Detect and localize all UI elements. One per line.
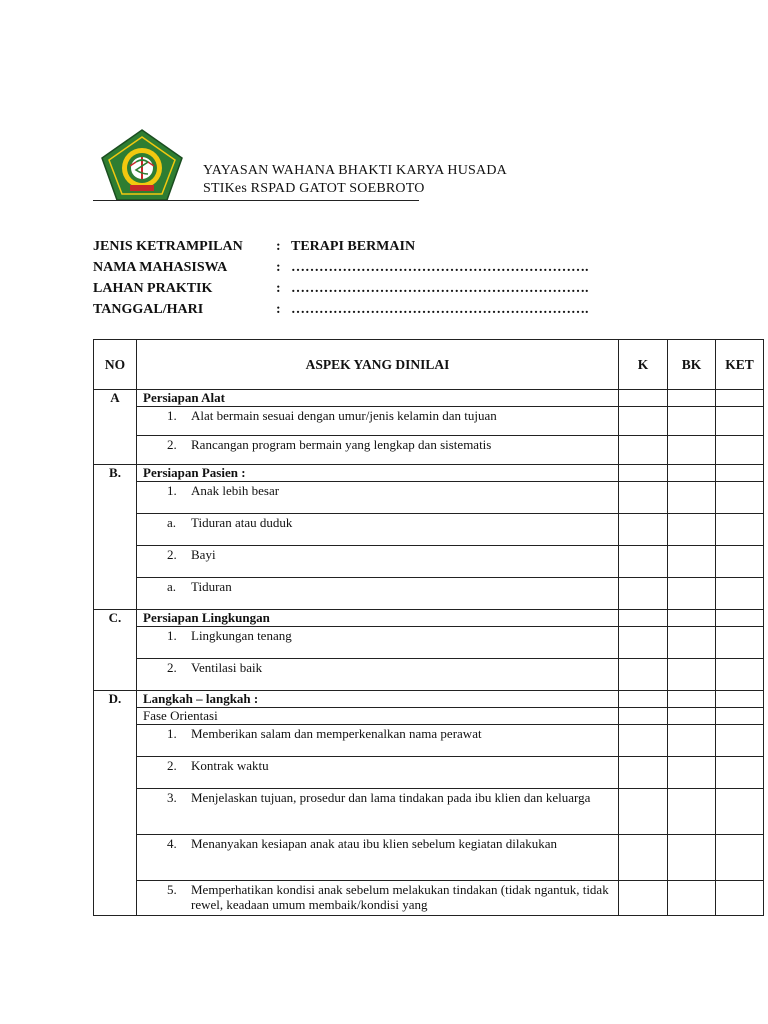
item-cell [137, 407, 619, 436]
item-row [94, 789, 764, 835]
ket-cell[interactable] [716, 881, 764, 916]
section-number: C. [94, 610, 137, 691]
item-text: Alat bermain sesuai dengan umur/jenis kelamin dan tujuan [191, 408, 497, 423]
k-cell[interactable] [619, 546, 668, 578]
section-number: B. [94, 465, 137, 610]
bk-cell[interactable] [668, 482, 716, 514]
item-text: Ventilasi baik [191, 660, 263, 675]
info-colon: : [276, 280, 281, 296]
info-value-blank: ………………………………………………………. [291, 259, 589, 275]
item-cell [137, 757, 619, 789]
section-number: A [94, 390, 137, 465]
section-title: Persiapan Alat [137, 390, 619, 407]
k-cell[interactable] [619, 691, 668, 708]
item-cell [137, 659, 619, 691]
item-text: Menjelaskan tujuan, prosedur dan lama tindakan pada ibu klien dan keluarga [191, 790, 591, 805]
k-cell[interactable] [619, 789, 668, 835]
item-number: 2. [167, 660, 177, 675]
bk-cell[interactable] [668, 757, 716, 789]
info-row-date [93, 299, 589, 320]
item-number: 2. [167, 437, 177, 452]
item-number: a. [167, 579, 177, 594]
ket-cell[interactable] [716, 725, 764, 757]
info-label: LAHAN PRAKTIK [93, 280, 213, 296]
table-header-row [94, 340, 764, 390]
section-number: D. [94, 691, 137, 916]
ket-cell[interactable] [716, 482, 764, 514]
ket-cell[interactable] [716, 708, 764, 725]
org-school: STIKes RSPAD GATOT SOEBROTO [203, 181, 425, 196]
k-cell[interactable] [619, 465, 668, 482]
item-number: 1. [167, 483, 177, 498]
k-cell[interactable] [619, 757, 668, 789]
item-cell [137, 578, 619, 610]
item-number: 1. [167, 628, 177, 643]
ket-cell[interactable] [716, 691, 764, 708]
institution-logo [100, 128, 184, 202]
item-number: 2. [167, 547, 177, 562]
item-number: 5. [167, 882, 177, 897]
bk-cell[interactable] [668, 659, 716, 691]
bk-cell[interactable] [668, 789, 716, 835]
bk-cell[interactable] [668, 514, 716, 546]
col-header-k: K [619, 340, 668, 390]
bk-cell[interactable] [668, 627, 716, 659]
bk-cell[interactable] [668, 436, 716, 465]
col-header-no: NO [94, 340, 137, 390]
item-text: Memperhatikan kondisi anak sebelum melakukan tindakan (tidak ngantuk, tidak rewel, keadaan umum membaik/kondisi yang [191, 882, 609, 912]
item-cell [137, 881, 619, 916]
section-title: Langkah – langkah : [137, 691, 619, 708]
item-cell [137, 436, 619, 465]
bk-cell[interactable] [668, 835, 716, 881]
section-row [94, 390, 764, 407]
ket-cell[interactable] [716, 578, 764, 610]
item-text: Anak lebih besar [191, 483, 280, 498]
bk-cell[interactable] [668, 578, 716, 610]
item-row [94, 835, 764, 881]
ket-cell[interactable] [716, 407, 764, 436]
k-cell[interactable] [619, 436, 668, 465]
item-row [94, 725, 764, 757]
info-colon: : [276, 238, 281, 254]
ket-cell[interactable] [716, 546, 764, 578]
k-cell[interactable] [619, 578, 668, 610]
bk-cell[interactable] [668, 465, 716, 482]
bk-cell[interactable] [668, 610, 716, 627]
item-row [94, 514, 764, 546]
item-text: Kontrak waktu [191, 758, 269, 773]
item-row [94, 757, 764, 789]
k-cell[interactable] [619, 881, 668, 916]
section-row [94, 465, 764, 482]
bk-cell[interactable] [668, 725, 716, 757]
section-row [94, 691, 764, 708]
info-value-blank: ………………………………………………………. [291, 301, 589, 317]
header-divider [93, 200, 419, 201]
info-colon: : [276, 259, 281, 275]
item-text: Tiduran [191, 579, 232, 594]
item-text: Tiduran atau duduk [191, 515, 293, 530]
ket-cell[interactable] [716, 789, 764, 835]
item-number: 4. [167, 836, 177, 851]
bk-cell[interactable] [668, 881, 716, 916]
item-row [94, 659, 764, 691]
subsection-row [94, 708, 764, 725]
k-cell[interactable] [619, 708, 668, 725]
item-number: 3. [167, 790, 177, 805]
ket-cell[interactable] [716, 835, 764, 881]
bk-cell[interactable] [668, 390, 716, 407]
item-number: 1. [167, 408, 177, 423]
section-row [94, 610, 764, 627]
col-header-aspect: ASPEK YANG DINILAI [137, 340, 619, 390]
info-label: TANGGAL/HARI [93, 301, 204, 317]
ket-cell[interactable] [716, 757, 764, 789]
bk-cell[interactable] [668, 708, 716, 725]
info-label: JENIS KETRAMPILAN [93, 238, 243, 254]
item-row [94, 546, 764, 578]
assessment-table [93, 339, 764, 916]
ket-cell[interactable] [716, 627, 764, 659]
k-cell[interactable] [619, 725, 668, 757]
item-cell [137, 546, 619, 578]
item-cell [137, 789, 619, 835]
ket-cell[interactable] [716, 436, 764, 465]
item-text: Menanyakan kesiapan anak atau ibu klien sebelum kegiatan dilakukan [191, 836, 558, 851]
item-cell [137, 627, 619, 659]
k-cell[interactable] [619, 482, 668, 514]
k-cell[interactable] [619, 610, 668, 627]
bk-cell[interactable] [668, 407, 716, 436]
k-cell[interactable] [619, 390, 668, 407]
info-value: TERAPI BERMAIN [291, 238, 416, 254]
ket-cell[interactable] [716, 390, 764, 407]
item-cell [137, 835, 619, 881]
bk-cell[interactable] [668, 691, 716, 708]
item-text: Memberikan salam dan memperkenalkan nama perawat [191, 726, 482, 741]
item-row [94, 881, 764, 916]
col-header-bk: BK [668, 340, 716, 390]
item-text: Bayi [191, 547, 216, 562]
item-row [94, 578, 764, 610]
bk-cell[interactable] [668, 546, 716, 578]
k-cell[interactable] [619, 659, 668, 691]
k-cell[interactable] [619, 835, 668, 881]
item-cell [137, 725, 619, 757]
ket-cell[interactable] [716, 610, 764, 627]
info-row-skill [93, 236, 589, 257]
item-number: 1. [167, 726, 177, 741]
item-number: 2. [167, 758, 177, 773]
item-row [94, 482, 764, 514]
section-title: Persiapan Lingkungan [137, 610, 619, 627]
item-cell [137, 514, 619, 546]
info-row-student-name [93, 257, 589, 278]
section-title: Persiapan Pasien : [137, 465, 619, 482]
item-text: Lingkungan tenang [191, 628, 292, 643]
k-cell[interactable] [619, 627, 668, 659]
col-header-ket: KET [716, 340, 764, 390]
info-colon: : [276, 301, 281, 317]
k-cell[interactable] [619, 407, 668, 436]
org-name: YAYASAN WAHANA BHAKTI KARYA HUSADA [203, 163, 507, 178]
info-row-practice-site [93, 278, 589, 299]
info-label: NAMA MAHASISWA [93, 259, 228, 275]
ket-cell[interactable] [716, 659, 764, 691]
organization-header [203, 162, 507, 198]
info-value-blank: ………………………………………………………. [291, 280, 589, 296]
k-cell[interactable] [619, 514, 668, 546]
item-number: a. [167, 515, 177, 530]
ket-cell[interactable] [716, 465, 764, 482]
item-row [94, 407, 764, 436]
item-text: Rancangan program bermain yang lengkap dan sistematis [191, 437, 492, 452]
subsection-title: Fase Orientasi [137, 708, 619, 725]
student-info [93, 236, 589, 320]
item-row [94, 627, 764, 659]
item-cell [137, 482, 619, 514]
item-row [94, 436, 764, 465]
ket-cell[interactable] [716, 514, 764, 546]
